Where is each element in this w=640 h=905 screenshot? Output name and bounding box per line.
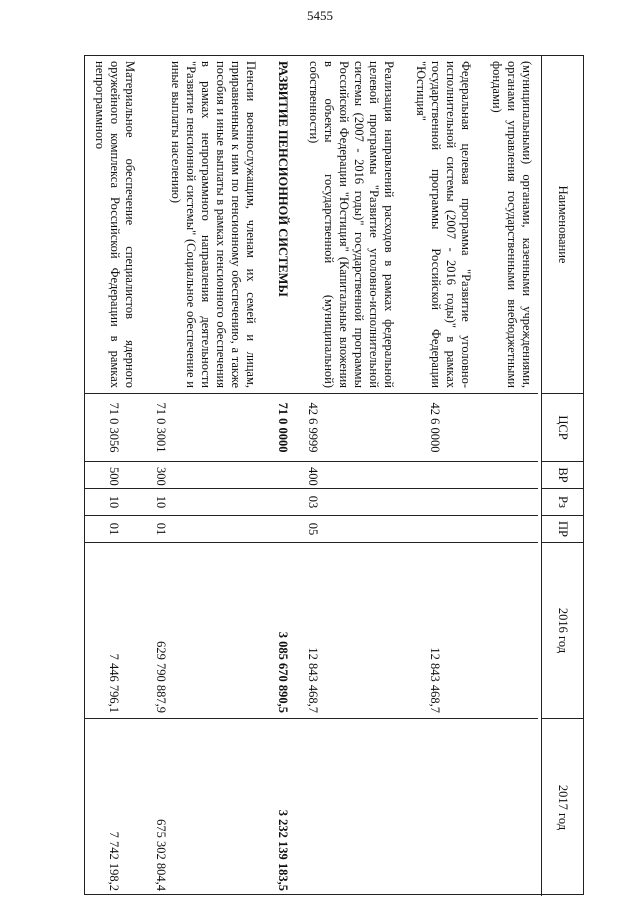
row-2017 — [298, 719, 406, 896]
row-name: Материальное обеспечение специалистов ядерного оружейного комплекса Российской Федерации в рамках непрограммного — [85, 56, 147, 394]
row-2016: 7 446 796,1 — [85, 543, 147, 719]
row-name: Федеральная целевая программа "Развитие уголовно-исполнительной системы (2007 - 2016 годы)" в рамках государственной программы Российской Федерации "Юстиция" — [406, 56, 483, 394]
row-rz — [406, 489, 483, 516]
row-pr — [483, 516, 539, 543]
row-rz: 03 — [298, 489, 406, 516]
page-number: 5455 — [307, 8, 333, 23]
row-pr: 01 — [147, 516, 269, 543]
header-csr: ЦСР — [541, 394, 583, 462]
row-2017: 675 302 804,4 — [154, 819, 169, 891]
row-pr — [406, 516, 483, 543]
row-2017 — [406, 719, 483, 896]
row-csr — [483, 394, 539, 462]
row-rz — [483, 489, 539, 516]
row-vr — [268, 462, 298, 489]
row-rz: 10 — [85, 489, 147, 516]
row-csr: 42 6 0000 — [406, 394, 483, 462]
header-vr: ВР — [541, 462, 583, 489]
row-2016 — [483, 543, 539, 719]
row-name: РАЗВИТИЕ ПЕНСИОННОЙ СИСТЕМЫ — [268, 56, 298, 394]
row-pr: 01 — [85, 516, 147, 543]
row-2017: 7 742 198,2 — [106, 831, 121, 891]
header-name: Наименование — [541, 56, 583, 394]
row-vr — [406, 462, 483, 489]
row-vr: 300 — [147, 462, 269, 489]
row-pr: 05 — [298, 516, 406, 543]
row-csr: 71 0 3056 — [85, 394, 147, 462]
row-csr: 71 0 3001 — [147, 394, 269, 462]
row-pr — [268, 516, 298, 543]
rotated-page — [84, 55, 584, 895]
row-name: Реализация направлений расходов в рамках федеральной целевой программы "Развитие уголовно-исполнительной системы (2007 - 2016 годы)" государственной программы Российской Федерации "Юстиция" (Капитальные вложения в объекты государственной (муниципальной) собственности) — [298, 56, 406, 394]
row-2017: 3 232 139 183,5 — [276, 809, 291, 891]
row-name: (муниципальными) органами, казенными учреждениями, органами управления государственными внебюджетными фондами) — [483, 56, 539, 394]
row-2016: 12 843 468,7 — [298, 543, 406, 719]
header-2017: 2017 год — [541, 719, 583, 896]
header-rz: Рз — [541, 489, 583, 516]
row-2016: 12 843 468,7 — [406, 543, 483, 719]
header-pr: ПР — [541, 516, 583, 543]
header-2016: 2016 год — [541, 543, 583, 719]
budget-table — [84, 55, 584, 895]
row-2016: 629 790 887,9 — [147, 543, 269, 719]
row-vr: 400 — [298, 462, 406, 489]
row-name: Пенсии военнослужащим, членам их семей и лицам, приравненным к ним по пенсионному обеспечению, а также пособия и иные выплаты в рамках пенсионного обеспечения в рамках непрограммного направления деятельности "Развитие пенсионной системы" (Социальное обеспечение и иные выплаты населению) — [147, 56, 269, 394]
row-rz: 10 — [147, 489, 269, 516]
row-2017 — [483, 719, 539, 896]
row-vr — [483, 462, 539, 489]
row-vr: 500 — [85, 462, 147, 489]
row-2016: 3 085 670 890,5 — [268, 543, 298, 719]
row-csr: 71 0 0000 — [268, 394, 298, 462]
row-rz — [268, 489, 298, 516]
row-csr: 42 6 9999 — [298, 394, 406, 462]
